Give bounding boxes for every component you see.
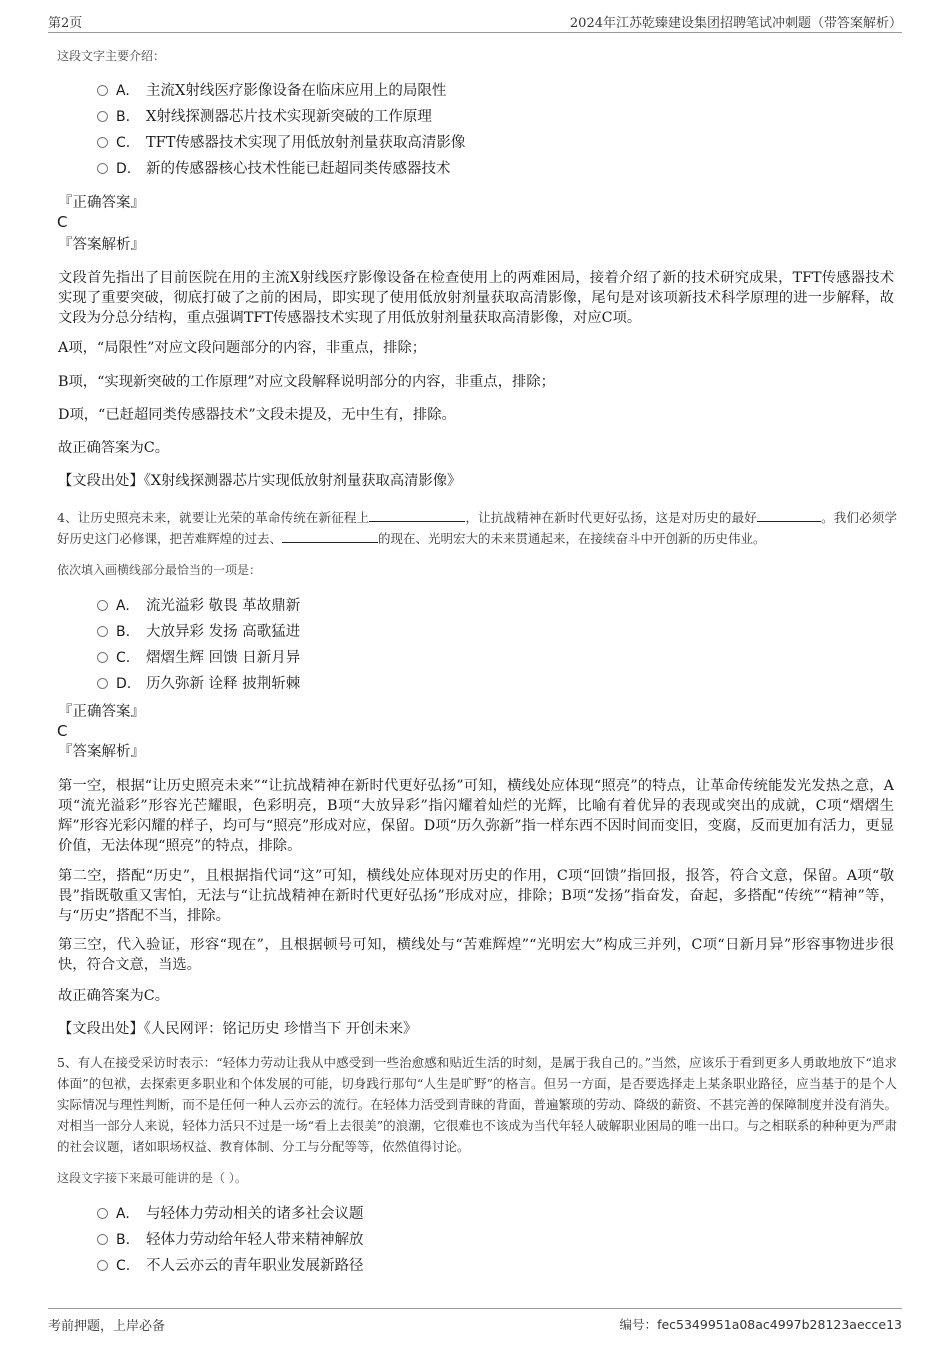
radio-icon[interactable] (97, 85, 108, 96)
q4-answer: C (57, 722, 68, 740)
q4-option-c[interactable]: C. 熠熠生辉 回馈 日新月异 (97, 647, 300, 669)
q3-option-c[interactable]: C. TFT传感器技术实现了用低放射剂量获取高清影像 (97, 132, 465, 154)
q4-option-d[interactable]: D. 历久弥新 诠释 披荆斩棘 (97, 673, 300, 695)
q3-option-a[interactable]: A. 主流X射线医疗影像设备在临床应用上的局限性 (97, 80, 446, 102)
q5-option-b[interactable]: B. 轻体力劳动给年轻人带来精神解放 (97, 1229, 364, 1251)
radio-icon[interactable] (97, 1260, 108, 1271)
q5-instruction: 这段文字接下来最可能讲的是（ ）。 (57, 1171, 247, 1185)
radio-icon[interactable] (97, 626, 108, 637)
radio-icon[interactable] (97, 652, 108, 663)
q3-analysis-main: 文段首先指出了目前医院在用的主流X射线医疗影像设备在检查使用上的两难困局，接着介绍了新的技术研究成果，TFT传感器技术实现了重要突破，彻底打破了之前的困局，即实现了使用低放射剂量获取高清影像，尾句是对该项新技术科学原理的进一步解释，故文段为分总分结构，重点强调TFT传感器技术实现了用低放射剂量获取高清影像，对应C项。 (58, 270, 894, 326)
blank-3[interactable] (282, 530, 378, 543)
q3-analysis-label: 『答案解析』 (58, 237, 145, 253)
q3-analysis-b: B项，“实现新突破的工作原理”对应文段解释说明部分的内容，非重点，排除； (58, 374, 555, 390)
q4-option-a[interactable]: A. 流光溢彩 敬畏 革故鼎新 (97, 595, 300, 617)
q4-analysis-blank3: 第三空，代入验证，形容“现在”，且根据顿号可知，横线处与“苦难辉煌”“光明宏大”构成三并列，C项“日新月异”形容事物进步很快，符合文意，当选。 (58, 937, 894, 973)
q3-conclusion: 故正确答案为C。 (58, 440, 170, 456)
q4-answer-label: 『正确答案』 (58, 704, 145, 720)
q3-analysis-d: D项，“已赶超同类传感器技术”文段未提及，无中生有，排除。 (58, 407, 456, 423)
q3-option-d[interactable]: D. 新的传感器核心技术性能已赶超同类传感器技术 (97, 158, 451, 180)
radio-icon[interactable] (97, 600, 108, 611)
radio-icon[interactable] (97, 1234, 108, 1245)
document-code: 编号：fec5349951a08ac4997b28123aecce13 (619, 1317, 902, 1332)
q3-analysis-a: A项，“局限性”对应文段问题部分的内容，非重点，排除； (58, 340, 427, 356)
q3-intro: 这段文字主要介绍： (57, 49, 166, 63)
q3-source: 【文段出处】《X射线探测器芯片实现低放射剂量获取高清影像》 (58, 473, 462, 489)
q5-option-c[interactable]: C. 不人云亦云的青年职业发展新路径 (97, 1255, 364, 1277)
radio-icon[interactable] (97, 1208, 108, 1219)
radio-icon[interactable] (97, 137, 108, 148)
q5-stem: 5、有人在接受采访时表示：“轻体力劳动让我从中感受到一些治愈感和贴近生活的时刻，是属于我自己的。”当然，应该乐于看到更多人勇敢地放下“追求体面”的包袱，去探索更多职业和个体发展的可能，切身践行那句“人生是旷野”的格言。但另一方面，是否要选择走上某条职业路径，应当基于的是个人实际情况与理性判断，而不是任何一种人云亦云的流行。在轻体力活受到青睐的背面，普遍繁琐的劳动、降级的薪资、不甚完善的保障制度并没有消失。对相当一部分人来说，轻体力活只不过是一场“看上去很美”的浪潮，它很难也不该成为当代年轻人破解职业困局的唯一出口。与之相联系的种种更为严肃的社会议题，诸如职场权益、教育体制、分工与分配等等，依然值得讨论。 (57, 1055, 897, 1154)
q4-option-b[interactable]: B. 大放异彩 发扬 高歌猛进 (97, 621, 300, 643)
q3-answer-label: 『正确答案』 (58, 195, 145, 211)
page-number: 第2页 (48, 16, 83, 31)
q4-analysis-label: 『答案解析』 (58, 744, 145, 760)
page-footer (48, 1308, 902, 1333)
q3-option-b[interactable]: B. X射线探测器芯片技术实现新突破的工作原理 (97, 106, 432, 128)
q5-option-a[interactable]: A. 与轻体力劳动相关的诸多社会议题 (97, 1203, 364, 1225)
q4-stem: 4、让历史照亮未来，就要让光荣的革命传统在新征程上 ，让抗战精神在新时代更好弘扬，这是对历史的最好 。我们必须学好历史这门必修课，把苦难辉煌的过去、 的现在、光明宏大的未来贯通起来，在接续奋斗中开创新的历史伟业。 (57, 510, 897, 546)
page-header (48, 10, 902, 33)
radio-icon[interactable] (97, 111, 108, 122)
radio-icon[interactable] (97, 678, 108, 689)
blank-2[interactable] (757, 509, 821, 522)
radio-icon[interactable] (97, 163, 108, 174)
q4-source: 【文段出处】《人民网评：铭记历史 珍惜当下 开创未来》 (58, 1021, 418, 1037)
footer-slogan: 考前押题，上岸必备 (48, 1319, 166, 1334)
q3-answer: C (57, 213, 68, 231)
q4-instruction: 依次填入画横线部分最恰当的一项是： (57, 563, 262, 577)
document-title: 2024年江苏乾臻建设集团招聘笔试冲刺题（带答案解析） (569, 16, 902, 31)
q4-analysis-blank2: 第二空，搭配“历史”，且根据指代词“这”可知，横线处应体现对历史的作用，C项“回馈”指回报，报答，符合文意，保留。A项“敬畏”指既敬重又害怕，无法与“让抗战精神在新时代更好弘扬”形成对应，排除；B项“发扬”指奋发，奋起，多搭配“传统”“精神”等，与“历史”搭配不当，排除。 (58, 868, 894, 924)
q4-conclusion: 故正确答案为C。 (58, 988, 170, 1004)
blank-1[interactable] (369, 509, 465, 522)
q4-analysis-blank1: 第一空，根据“让历史照亮未来”“让抗战精神在新时代更好弘扬”可知，横线处应体现“照亮”的特点，让革命传统能发光发热之意，A项“流光溢彩”形容光芒耀眼，色彩明亮，B项“大放异彩”指闪耀着灿烂的光辉，比喻有着优异的表现或突出的成就，C项“熠熠生辉”形容光彩闪耀的样子，均可与“照亮”形成对应，保留。D项“历久弥新”指一样东西不因时间而变旧，变腐，反而更加有活力，更显价值，无法体现“照亮”的特点，排除。 (58, 778, 894, 854)
